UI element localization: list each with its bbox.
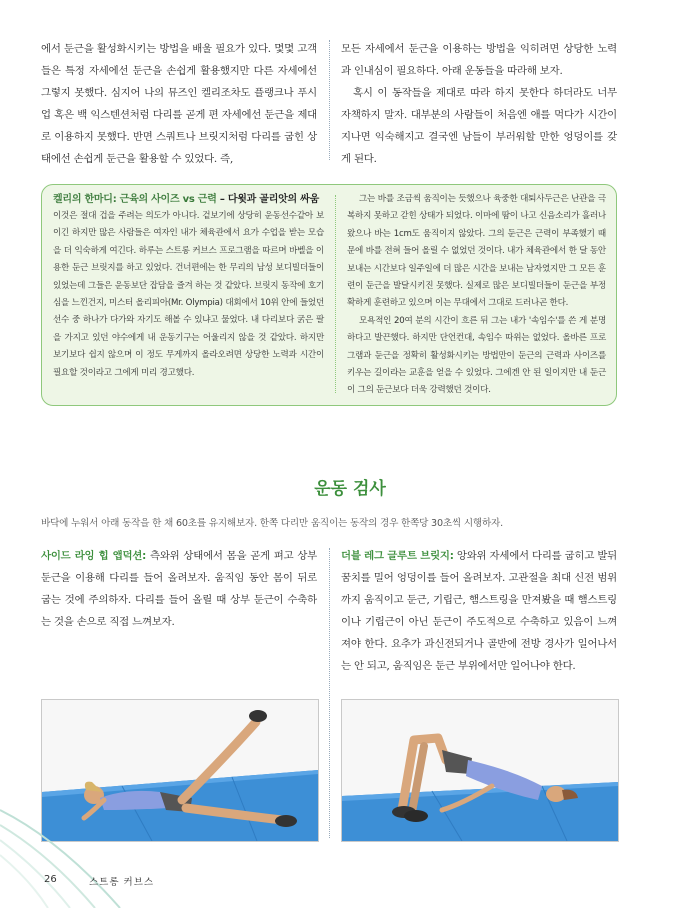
photo-double-leg-glute-bridge bbox=[341, 699, 619, 842]
intro-left-column bbox=[41, 38, 317, 170]
box-right-para-2: 모욕적인 20여 분의 시간이 흐른 뒤 그는 내가 '속임수'를 쓴 게 분명하다고 발끈했다. 하지만 단언컨대, 속임수 따위는 없었다. 올바른 프로그램과 둔근을 정확히 활성화시키는 방법만이 둔근의 근력과 사이즈를 키우는 길이라는 교훈을 얻을 수 있었다. 그에겐 안 된 일이지만 내 둔근이 그의 둔근보다 더욱 강력했던 것이다. bbox=[347, 315, 606, 396]
decorative-wave bbox=[0, 800, 160, 908]
box-left-column bbox=[53, 191, 324, 382]
column-divider-bottom bbox=[329, 548, 330, 838]
box-title-green: 켈리의 한마디: 근육의 사이즈 vs 근력 bbox=[53, 194, 217, 205]
exercise-2-text: 앙와위 자세에서 다리를 굽히고 발뒤꿈치를 밀어 엉덩이를 들어 올려보자. 고관절을 최대 신전 범위까지 움직이고 둔근, 기립근, 햄스트링을 만져봤을 때 햄스트링이나 기립근이 아닌 둔근이 주도적으로 수축하고 있음이 느껴져야 한다. 요추가 과신전되거나 골반에 전방 경사가 일어나서는 안 되고, 움직임은 둔근 부위에서만 일어나야 한다. bbox=[341, 550, 617, 672]
box-title bbox=[53, 191, 324, 208]
column-divider-top bbox=[329, 40, 330, 160]
section-intro: 바닥에 누워서 아래 동작을 한 채 60초를 유지해보자. 한쪽 다리만 움직이는 동작의 경우 한쪽당 30초씩 시행하자. bbox=[41, 518, 503, 529]
box-left-text: 이것은 절대 겁을 주려는 의도가 아니다. 겉보기에 상당히 운동선수같아 보이긴 하지만 많은 사람들은 여자인 내가 체육관에서 요가 수업을 받는 모습을 더 익숙하게 여긴다. 하루는 스트롱 커브스 프로그램을 따르며 바벨을 이용한 둔근 브릿지를 하고 있었다. 건너편에는 한 무리의 남성 보디빌더들이 있었는데 그들은 운동보단 잡담을 즐겨 하는 것 같았다. 브릿지 동작에 호기심을 느낀건지, 미스터 올리피아(Mr. Olympia) 대회에서 10위 안에 들었던 선수 중 하나가 다가와 자기도 해볼 수 있냐고 물었다. 내 다리보다 굵은 팔을 가지고 있던 야수에게 내 운동기구는 어울리지 않을 것 같았다. 하지만 보기보다 쉽지 않으며 이 정도 무게까지 올라오려면 상당한 노력과 시간이 필요할 것이라고 그에게 미리 경고했다. bbox=[53, 211, 324, 378]
intro-left-text: 에서 둔근을 활성화시키는 방법을 배울 필요가 있다. 몇몇 고객들은 특정 자세에선 둔근을 손쉽게 활용했지만 다른 자세에선 그렇지 못했다. 심지어 나의 뮤즈인 켈리조차도 플랭크나 푸시업 혹은 백 익스텐션처럼 다리를 곧게 편 자세에선 둔근을 제대로 이용하지 못했다. 반면 스쿼트나 브릿지처럼 다리를 굽힌 상태에선 손쉽게 둔근을 활용할 수 있었다. 즉, bbox=[41, 43, 317, 165]
running-title: 스트롱 커브스 bbox=[89, 877, 155, 888]
exercise-1-name: 사이드 라잉 힙 앱덕션: bbox=[41, 550, 147, 562]
exercise-2 bbox=[341, 545, 617, 677]
kelly-note-box bbox=[41, 184, 617, 406]
exercise-1-text: 측와위 상태에서 몸을 곧게 펴고 상부 둔근을 이용해 다리를 들어 올려보자. 움직임 동안 몸이 뒤로 굽는 것에 주의하자. 다리를 들어 올릴 때 상부 둔근이 수축하는 것을 손으로 직접 느껴보자. bbox=[41, 550, 317, 628]
intro-right-para-1: 모든 자세에서 둔근을 이용하는 방법을 익히려면 상당한 노력과 인내심이 필요하다. 아래 운동들을 따라해 보자. bbox=[341, 43, 617, 77]
exercise-2-name: 더블 레그 글루트 브릿지: bbox=[341, 550, 454, 562]
box-title-dark: – 다윗과 골리앗의 싸움 bbox=[216, 194, 319, 205]
intro-right-para-2: 혹시 이 동작들을 제대로 따라 하지 못한다 하더라도 너무 자책하지 말자. 대부분의 사람들이 처음엔 애를 먹다가 시간이 지나면 익숙해지고 결국엔 남들이 부러워할 만한 엉덩이를 갖게 된다. bbox=[341, 87, 617, 165]
page-number: 26 bbox=[44, 874, 57, 885]
box-right-para-1: 그는 바를 조금씩 움직이는 듯했으나 육중한 대퇴사두근은 난관을 극복하지 못하고 갇힌 상태가 되었다. 이마에 땀이 나고 신음소리가 흘러나왔으나 바는 1cm도 움직이지 않았다. 그의 둔근은 근력이 부족했기 때문에 바를 전혀 들어 올릴 수 없었던 것이다. 내가 체육관에서 한 달 동안 보내는 시간보다 일주일에 더 많은 시간을 보내는 남자였지만 그 모든 훈련이 둔근을 발달시키진 못했다. 실제로 많은 보디빌더들이 둔근을 부정확하게 훈련하고 있으며 이는 무대에서 그대로 드러나곤 한다. bbox=[347, 194, 606, 309]
exercise-1 bbox=[41, 545, 317, 633]
box-divider bbox=[335, 195, 336, 393]
box-right-column bbox=[347, 191, 606, 400]
intro-right-column bbox=[341, 38, 617, 170]
section-title: 운동 검사 bbox=[314, 479, 386, 499]
